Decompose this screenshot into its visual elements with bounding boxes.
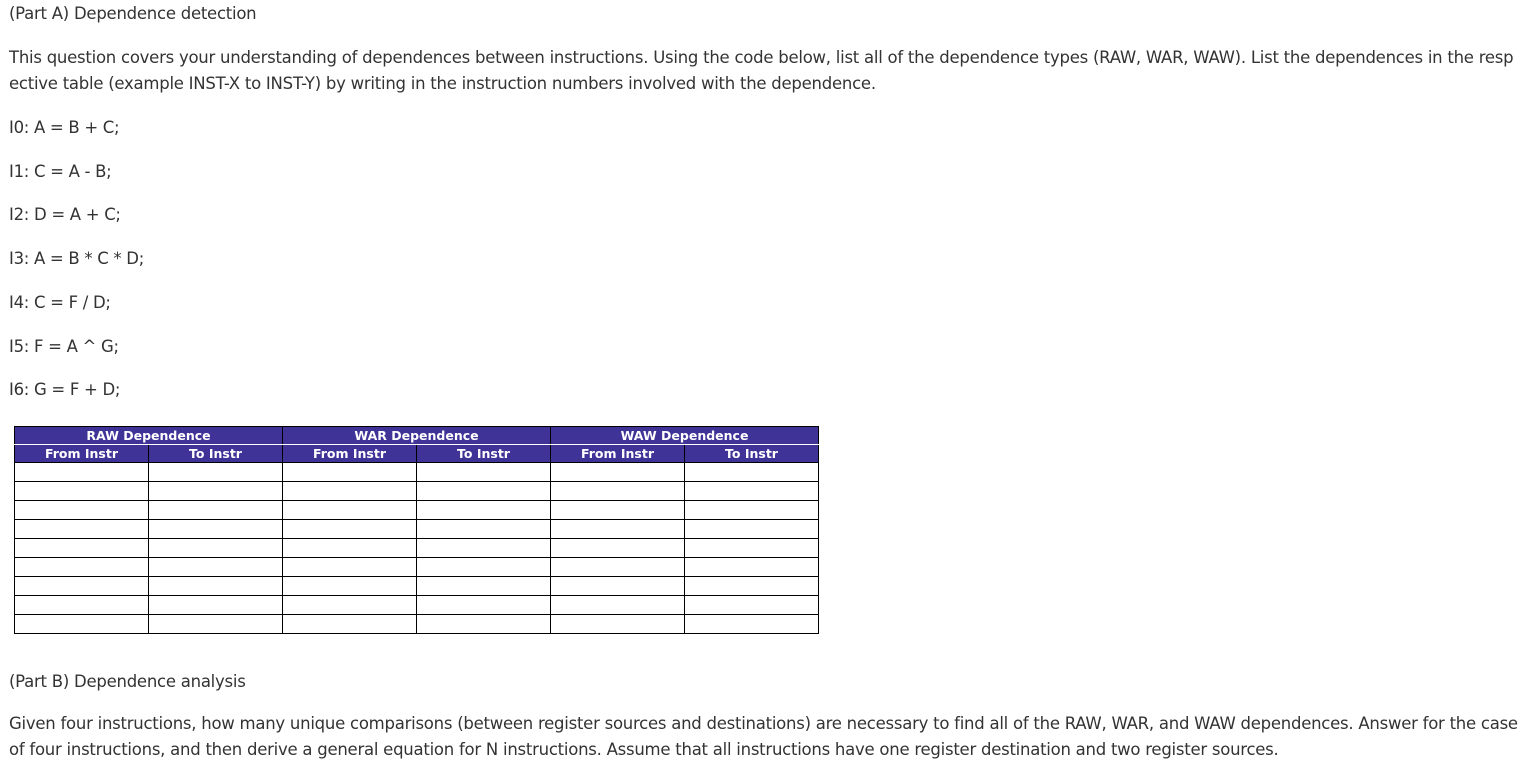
raw-from-cell[interactable] [15, 482, 149, 501]
waw-from-cell[interactable] [551, 596, 685, 615]
raw-to-cell[interactable] [149, 482, 283, 501]
code-line-i0: I0: A = B + C; [9, 118, 120, 137]
waw-from-cell[interactable] [551, 463, 685, 482]
waw-to-cell[interactable] [685, 482, 819, 501]
table-row [15, 501, 819, 520]
war-to-cell[interactable] [417, 463, 551, 482]
war-from-cell[interactable] [283, 463, 417, 482]
waw-from-cell[interactable] [551, 501, 685, 520]
raw-from-header: From Instr [15, 445, 149, 463]
raw-to-cell[interactable] [149, 520, 283, 539]
war-from-cell[interactable] [283, 501, 417, 520]
waw-to-cell[interactable] [685, 577, 819, 596]
waw-from-cell[interactable] [551, 520, 685, 539]
waw-to-cell[interactable] [685, 539, 819, 558]
waw-dependence-header: WAW Dependence [551, 427, 819, 445]
raw-to-cell[interactable] [149, 463, 283, 482]
war-from-cell[interactable] [283, 539, 417, 558]
raw-to-cell[interactable] [149, 596, 283, 615]
raw-to-cell[interactable] [149, 539, 283, 558]
war-from-header: From Instr [283, 445, 417, 463]
raw-from-cell[interactable] [15, 520, 149, 539]
war-from-cell[interactable] [283, 596, 417, 615]
code-line-i3: I3: A = B * C * D; [9, 249, 144, 268]
table-row [15, 482, 819, 501]
raw-from-cell[interactable] [15, 615, 149, 634]
waw-from-cell[interactable] [551, 482, 685, 501]
raw-dependence-header: RAW Dependence [15, 427, 283, 445]
waw-to-header: To Instr [685, 445, 819, 463]
war-to-cell[interactable] [417, 615, 551, 634]
code-line-i5: I5: F = A ^ G; [9, 337, 119, 356]
table-row [15, 520, 819, 539]
raw-to-cell[interactable] [149, 577, 283, 596]
war-to-cell[interactable] [417, 520, 551, 539]
raw-to-cell[interactable] [149, 615, 283, 634]
code-line-i2: I2: D = A + C; [9, 205, 121, 224]
waw-from-header: From Instr [551, 445, 685, 463]
raw-from-cell[interactable] [15, 596, 149, 615]
war-to-cell[interactable] [417, 596, 551, 615]
code-line-i4: I4: C = F / D; [9, 293, 111, 312]
raw-from-cell[interactable] [15, 558, 149, 577]
table-row [15, 615, 819, 634]
waw-from-cell[interactable] [551, 577, 685, 596]
part-a-intro: This question covers your understanding of dependences between instructions. Using the code below, list all of the dependence types (RAW, WAR, WAW). List the dependences in the respective table (example INST-X to INST-Y) by writing in the instruction numbers involved with the dependence. [9, 48, 1514, 93]
war-from-cell[interactable] [283, 520, 417, 539]
waw-to-cell[interactable] [685, 558, 819, 577]
war-to-cell[interactable] [417, 501, 551, 520]
war-to-cell[interactable] [417, 577, 551, 596]
code-line-i1: I1: C = A - B; [9, 162, 112, 181]
raw-to-cell[interactable] [149, 558, 283, 577]
war-dependence-header: WAR Dependence [283, 427, 551, 445]
war-to-cell[interactable] [417, 558, 551, 577]
waw-to-cell[interactable] [685, 615, 819, 634]
dependence-table [14, 426, 819, 634]
part-b-heading: (Part B) Dependence analysis [9, 672, 246, 691]
raw-to-cell[interactable] [149, 501, 283, 520]
war-from-cell[interactable] [283, 615, 417, 634]
war-to-header: To Instr [417, 445, 551, 463]
war-to-cell[interactable] [417, 482, 551, 501]
raw-from-cell[interactable] [15, 501, 149, 520]
part-b-text: Given four instructions, how many unique comparisons (between register sources and destinations) are necessary to find all of the RAW, WAR, and WAW dependences. Answer for the case of four instructions, and then derive a general equation for N instructions. Assume that all instructions have one register destination and two register sources. [9, 714, 1518, 759]
war-from-cell[interactable] [283, 577, 417, 596]
table-row [15, 463, 819, 482]
raw-from-cell[interactable] [15, 463, 149, 482]
waw-to-cell[interactable] [685, 501, 819, 520]
raw-from-cell[interactable] [15, 577, 149, 596]
war-from-cell[interactable] [283, 558, 417, 577]
table-row [15, 577, 819, 596]
raw-to-header: To Instr [149, 445, 283, 463]
part-a-heading: (Part A) Dependence detection [9, 4, 257, 23]
raw-from-cell[interactable] [15, 539, 149, 558]
table-row [15, 539, 819, 558]
table-row [15, 558, 819, 577]
war-to-cell[interactable] [417, 539, 551, 558]
code-line-i6: I6: G = F + D; [9, 380, 121, 399]
waw-from-cell[interactable] [551, 539, 685, 558]
waw-from-cell[interactable] [551, 558, 685, 577]
war-from-cell[interactable] [283, 482, 417, 501]
waw-to-cell[interactable] [685, 596, 819, 615]
waw-to-cell[interactable] [685, 463, 819, 482]
waw-from-cell[interactable] [551, 615, 685, 634]
waw-to-cell[interactable] [685, 520, 819, 539]
table-row [15, 596, 819, 615]
